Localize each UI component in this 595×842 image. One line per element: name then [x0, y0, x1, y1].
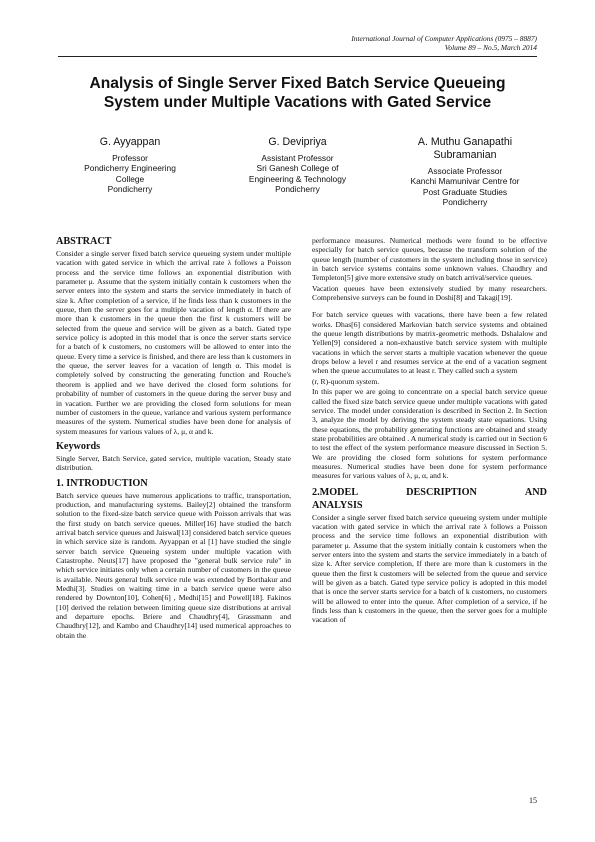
title-line-1: Analysis of Single Server Fixed Batch Service Queueing [89, 75, 506, 92]
model-heading [312, 487, 547, 499]
author-name: A. Muthu Ganapathi Subramanian [417, 136, 513, 161]
abstract-heading: ABSTRACT [56, 236, 112, 247]
body-paragraph: performance measures. Numerical methods were found to be effective especially for batch service queues, because the transform solution of the queue length (number of customers in the system including those in service) in batch service systems contains some unknown values. Chaudhry and Templeton[5] give more extensive study on batch arrival/service queues. [312, 236, 547, 283]
author-affiliation: Professor [112, 153, 148, 163]
author-affiliation: Associate Professor [427, 166, 503, 176]
abstract-text: Consider a single server fixed batch service queueing system under multiple vacation with gated service in which the arrival rate λ follows a Poisson process and the service time follows an exponential distribution with parameter μ. Assume that the system initially contain k customers when the server enters into the system and starts the service immediately in batch of size k. After completion of a service, if he finds less than k customers in the queue, then the server goes for a multiple vacation of length α. If there are more than k customers in the queue then the first k customers will be selected from the queue and service will be given as a batch. Gated type service policy is adopted in this model that is once the server starts service for a batch of k customers, no customers will be allowed to enter into the queue. Every time a service is finished, and there are less than k customers in the queue, the server leaves for a vacation of length α. This model is completely solved by constructing the generating function and Rouche's theorem is applied and we have derived the closed form solutions for probability of number of customers in the queue during the server busy and in vacation. Further we are providing the closed form solutions for mean number of customers in the queue, variance and various system performance measures of the system. Numerical studies have been done for analysis of system measures for various values of λ, μ, α and k. [56, 249, 291, 436]
author-affiliation: Kanchi Mamunivar Centre for [410, 176, 520, 187]
author-affiliation: Pondicherry Engineering [84, 163, 176, 174]
author-affiliation: Post Graduate Studies [422, 186, 508, 197]
model-heading-word: 2.MODEL [312, 486, 359, 498]
introduction-heading: 1. INTRODUCTION [56, 477, 148, 489]
author-name: G. Ayyappan [99, 136, 161, 148]
right-column [312, 236, 547, 625]
author-affiliation: Pondicherry [107, 184, 153, 195]
body-paragraph: In this paper we are going to concentrate on a special batch service queue called the fixed size batch service queue under multiple vacations with gated service. The model under consideration is described in Section 2. In Section 3, analyze the model by deriving the system steady state equations. Using these equations, the probability generating functions are obtained and steady state probabilities are obtained . A numerical study is carried out in Section 6 to test the effect of the system performance measure discussed in Section 5. We are providing the closed form solutions for system performance measures. Numerical studies have been done for system performance measures for various values of λ, μ, α, and k. [312, 387, 547, 481]
author-name: G. Devipriya [268, 136, 327, 148]
left-column [56, 236, 291, 640]
author-affiliation: Pondicherry [275, 184, 320, 195]
keywords-text: Single Server, Batch Service, gated service, multiple vacation, Steady state distribution. [56, 453, 291, 473]
author-affiliation: Sri Ganesh College of [256, 163, 339, 174]
author-1 [50, 136, 210, 208]
title-line-2: System under Multiple Vacations with Gated Service [103, 94, 492, 111]
paper-title [40, 74, 555, 112]
journal-name: International Journal of Computer Applications (0975 – 8887) [351, 34, 537, 43]
page-number: 15 [529, 796, 537, 805]
volume-info: Volume 89 – No.5, March 2014 [444, 43, 537, 52]
body-paragraph: Vacation queues have been extensively studied by many researchers. Comprehensive surveys can be found in Doshi[8] and Takagi[19]. [312, 283, 547, 303]
author-2 [218, 136, 378, 208]
author-affiliation: Engineering & Technology [248, 173, 347, 184]
introduction-text: Batch service queues have numerous applications to traffic, transportation, production, and manufacturing systems. Bailey[2] obtained the transform solution to the fixed-size batch service queue with Poisson arrivals that was the first study on batch service queues. Miller[16] have studied the batch arrival batch service queues and Jaiswal[13] considered batch service queues in which service size is random. Ayyappan et al [1] have studied the single server batch service Queueing system under multiple vacation with Catastrophe. Neuts[17] have proposed the "general bulk service rule" in which service initiates only when a certain number of customers in the queue is available. Neuts general bulk service rule was extended by Borthakur and Medhi[3]. Studies on waiting time in a batch service queue were also rendered by Downton[10], Cohen[6] , Medhi[15] and Powell[18]. Fakinos [10] derived the relation between limiting queue size distributions at arrival and departure epochs. Briere and Chaudhry[4], Grassmann and Chaudhry[12], and Kambo and Chaudhry[14] used numerical approaches to obtain the [56, 490, 291, 640]
header-rule [58, 56, 537, 57]
keywords-heading: Keywords [56, 440, 101, 452]
model-heading-line-2: ANALYSIS [312, 499, 363, 511]
author-affiliation: Assistant Professor [261, 153, 334, 163]
author-affiliation: College [115, 173, 145, 184]
author-affiliation: Pondicherry [442, 197, 488, 208]
model-heading-word: AND [524, 486, 547, 498]
model-text: Consider a single server fixed batch service queueing system under multiple vacation with gated service in which the arrival rate λ follows a Poisson process and the service time follows an exponential distribution with parameter μ. Assume that the system initially contain k customers when the server enters into the system and starts the service immediately in a batch of size k. After service completion, If there are more than k customers in the queue then the first k customers will be selected from the queue and service will be given as a batch. Gated type service policy is adopted in this model that is once the server starts service for a batch of k customers, no customers will be allowed to enter into the queue. After completion of a service, if he finds less than k customers in the queue, then the server goes for a multiple vacation of [312, 512, 547, 625]
running-header [351, 34, 537, 52]
body-paragraph: (r, R)-quorum system. [312, 376, 380, 386]
author-3 [385, 136, 545, 208]
author-block [50, 136, 545, 208]
body-paragraph: For batch service queues with vacations, there have been a few related works. Dhas[6] considered Markovian batch service systems and obtained the queue length distributions by matrix-geometric methods. Dshalalow and Yellen[9] considered a non-exhaustive batch service system with multiple vacations in which the server starts a multiple vacation whenever the queue drops below a level r and resumes service at the end of a vacation segment when the queue accumulates to at least r. They called such a system [312, 310, 547, 376]
model-heading-word: DESCRIPTION [406, 486, 477, 498]
